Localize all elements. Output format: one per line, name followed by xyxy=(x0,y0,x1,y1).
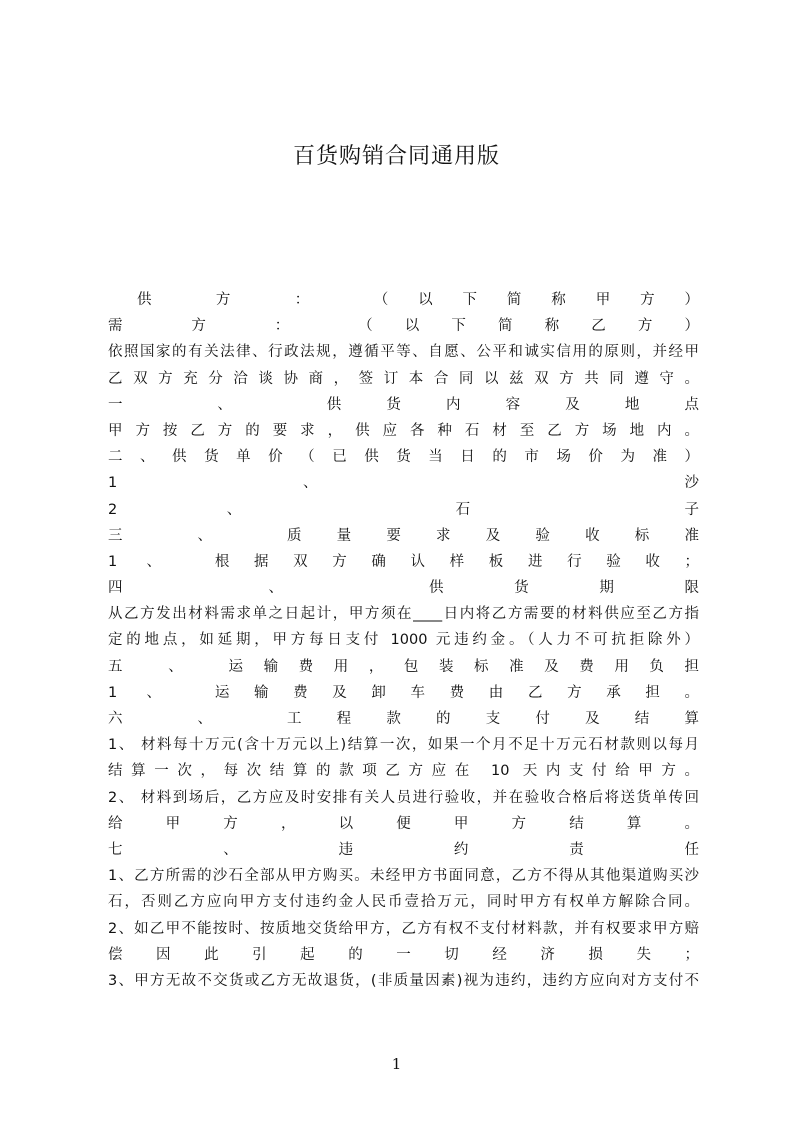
contract-body xyxy=(108,287,699,994)
list-item: 2、如乙甲不能按时、按质地交货给甲方，乙方有权不支付材料款，并有权要求甲方赔 xyxy=(108,920,699,937)
text-line: 从乙方发出材料需求单之日起计，甲方须在____日内将乙方需要的材料供应至乙方指 xyxy=(108,606,699,623)
section-heading-5: 五 、 运输费用，包装标准及费用负担 xyxy=(108,658,699,675)
text-line-buyer: 需 方 ： （以下简称乙方） xyxy=(108,318,699,335)
text-line: 石，否则乙方应向甲方支付违约金人民币壹拾万元，同时甲方有权单方解除合同。 xyxy=(108,894,699,911)
list-item: 2 、 石 子 xyxy=(108,501,699,518)
section-heading-6: 六 、 工程款的支付及结算 xyxy=(108,711,699,727)
list-item: 2、 材料到场后，乙方应及时安排有关人员进行验收，并在验收合格后将送货单传回 xyxy=(108,789,699,806)
text-line: 定的地点，如延期，甲方每日支付 1000 元违约金。（人力不可抗拒除外） xyxy=(108,632,699,649)
text-line: 甲方按乙方的要求，供应各种石材至乙方场地内。 xyxy=(108,422,699,439)
text-line: 结算一次，每次结算的款项乙方应在 10 天内支付给甲方。 xyxy=(108,763,699,780)
section-heading-4: 四 、 供货期限 xyxy=(108,580,699,597)
document-title: 百货购销合同通用版 xyxy=(292,144,500,169)
list-item: 3、甲方无故不交货或乙方无故退货，(非质量因素)视为违约，违约方应向对方支付不 xyxy=(108,972,699,989)
list-item: 1、乙方所需的沙石全部从甲方购买。未经甲方书面同意，乙方不得从其他渠道购买沙 xyxy=(108,868,699,885)
section-heading-7: 七 、 违 约 责 任 xyxy=(108,841,699,858)
section-heading-3: 三 、 质量要求及验收标准 xyxy=(108,527,699,544)
section-heading-1: 一 、 供货内容及地点 xyxy=(108,396,699,413)
text-line-supplier: 供 方 ： （以下简称甲方） xyxy=(137,292,699,308)
page-number: 1 xyxy=(391,1055,402,1073)
text-line: 给 甲 方 ， 以 便 甲 方 结 算 。 xyxy=(108,815,699,832)
text-line: 偿 因 此 引 起 的 一 切 经 济 损 失 ； xyxy=(108,946,699,963)
section-heading-2: 二、供货单价（已供货当日的市场价为准） xyxy=(108,449,699,466)
list-item: 1 、 根据双方确认样板进行验收； xyxy=(108,553,699,570)
text-line: 乙双方充分洽谈协商，签订本合同以兹双方共同遵守。 xyxy=(108,370,699,387)
text-line: 依照国家的有关法律、行政法规，遵循平等、自愿、公平和诚实信用的原则，并经甲 xyxy=(108,344,699,361)
list-item: 1、 材料每十万元(含十万元以上)结算一次，如果一个月不足十万元石材款则以每月 xyxy=(108,737,699,754)
list-item: 1 、 沙 xyxy=(108,475,699,492)
list-item: 1 、 运输费及卸车费由乙方承担。 xyxy=(108,684,699,701)
